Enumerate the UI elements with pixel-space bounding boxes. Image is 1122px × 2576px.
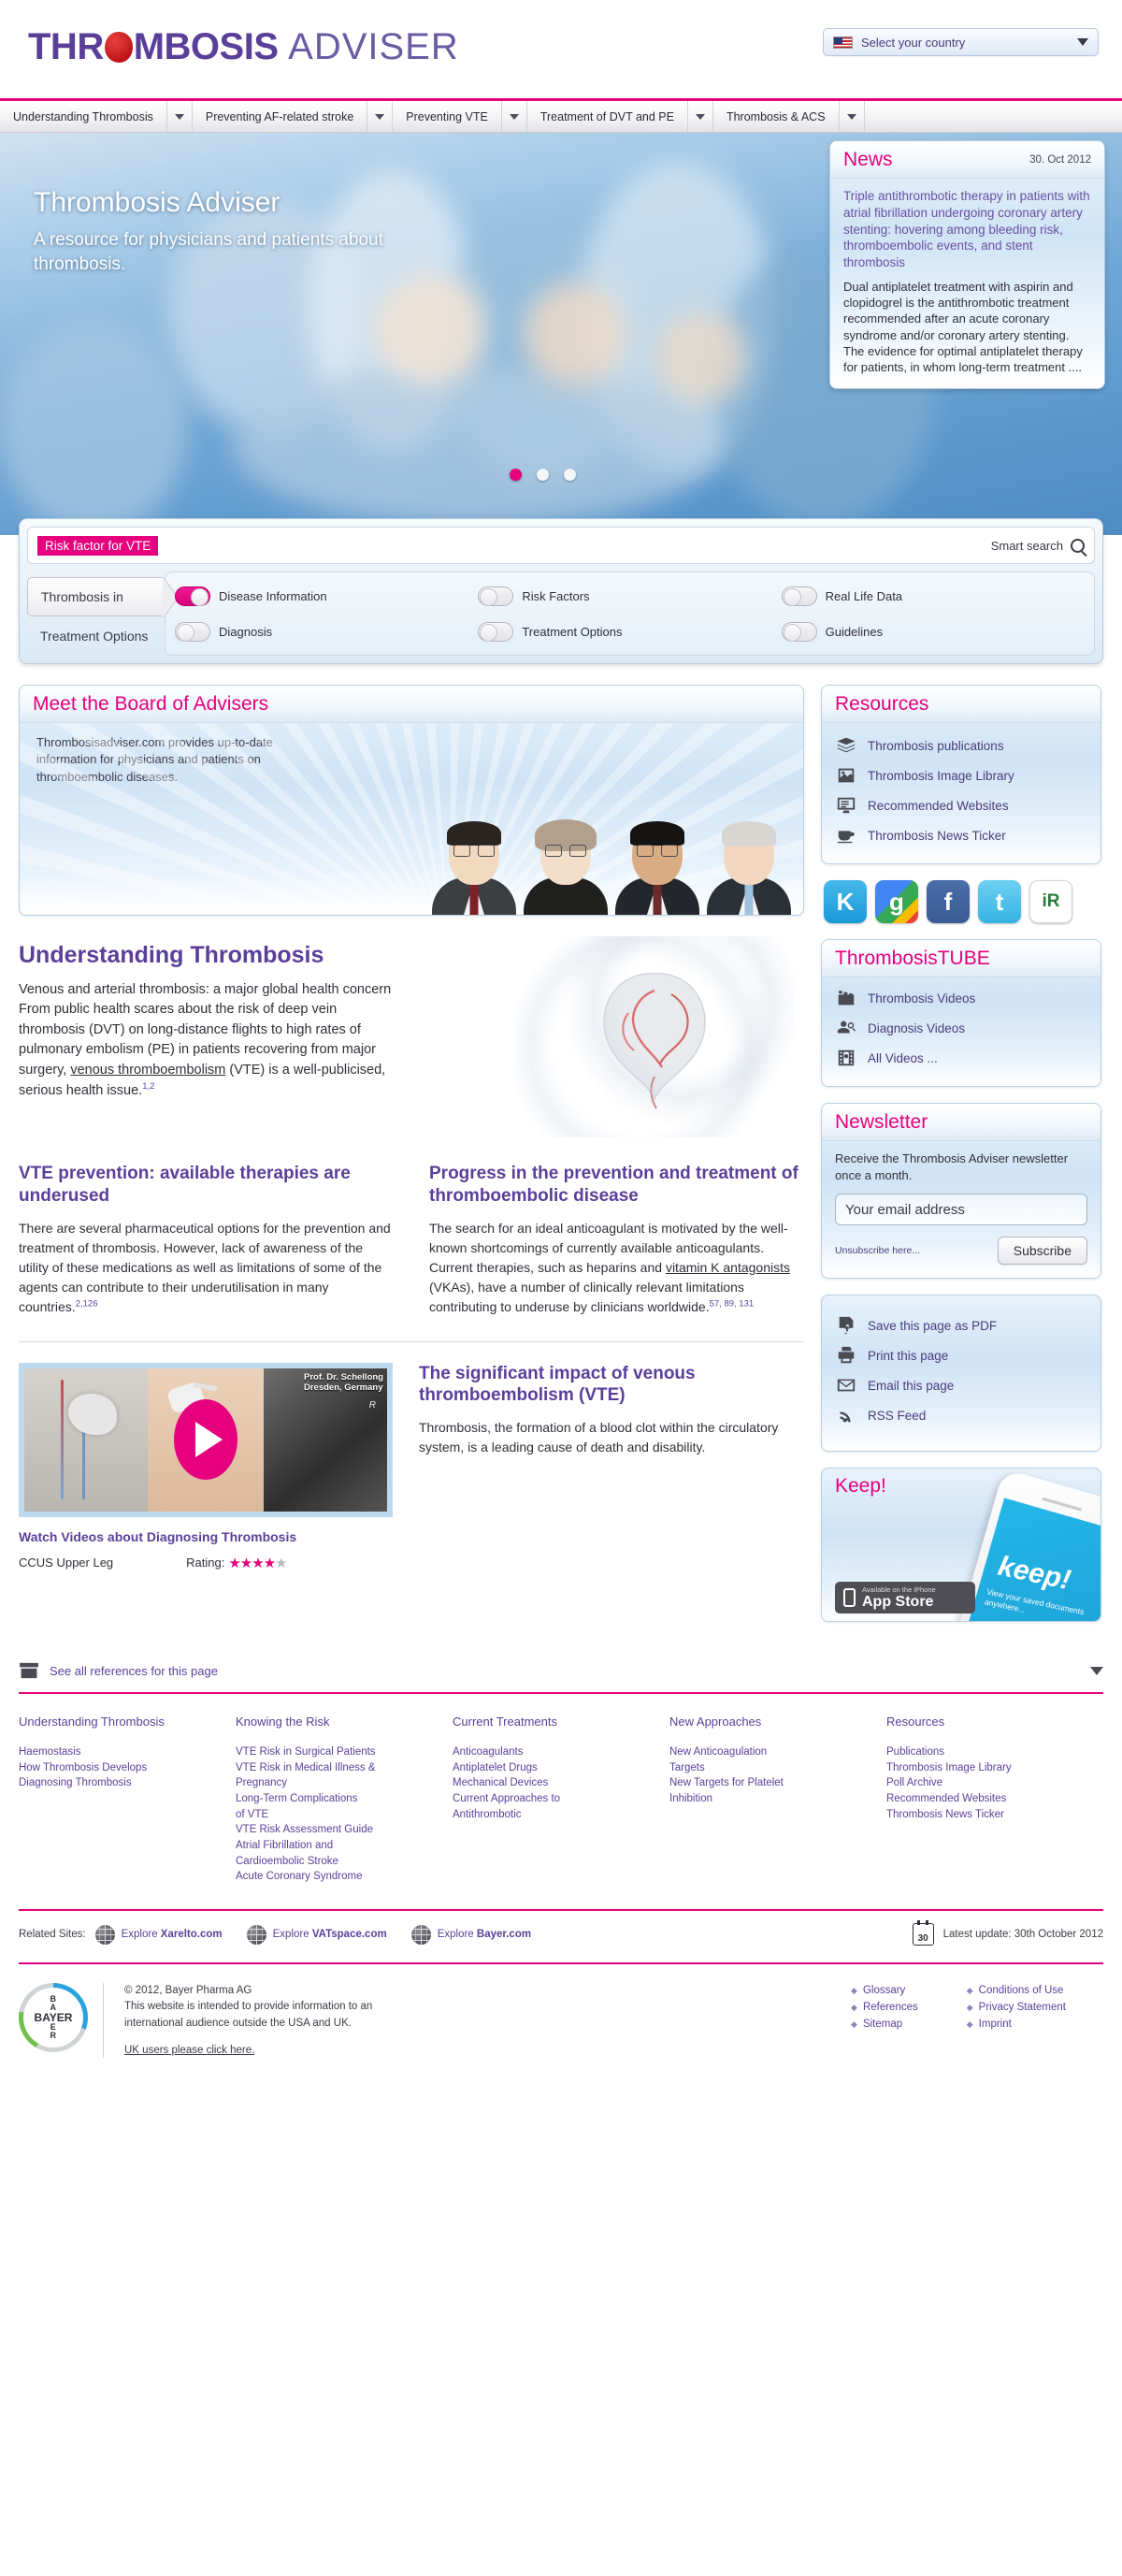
- footer-links: [851, 1983, 1103, 2058]
- footer-link-sitemap[interactable]: ◆ Sitemap: [851, 2017, 918, 2033]
- facebook-icon[interactable]: f: [927, 880, 970, 923]
- sitemap-heading: Understanding Thrombosis: [19, 1715, 165, 1729]
- search-filters: [27, 572, 1095, 656]
- sitemap-link[interactable]: New Anticoagulation: [669, 1746, 768, 1758]
- action-print[interactable]: [835, 1340, 1087, 1370]
- globe-icon: [247, 1925, 266, 1945]
- chevron-down-icon: [375, 114, 384, 120]
- logo-text-bold: THR: [28, 26, 104, 67]
- nav-item-preventing-vte[interactable]: [393, 101, 527, 132]
- footer-copy: [103, 1983, 372, 2058]
- article-text: There are several pharmaceutical options for the prevention and treatment of thrombosis. However, lack of awareness of the utility of these medications as well as limitations of some of the agents can contribute to their underutilisation in many countries.: [19, 1220, 391, 1314]
- understanding-thrombosis-section: [19, 942, 804, 1138]
- switch-icon[interactable]: [175, 586, 210, 606]
- hero-banner: [0, 133, 1122, 535]
- rating-label: Rating:: [186, 1556, 225, 1570]
- filter-tabs: [27, 572, 163, 656]
- play-button-icon[interactable]: [174, 1399, 237, 1480]
- newsletter-text: Receive the Thrombosis Adviser newsletter once a month.: [835, 1151, 1069, 1182]
- sitemap-link[interactable]: VTE Risk in Medical Illness &: [236, 1761, 376, 1773]
- switch-icon[interactable]: [782, 622, 817, 642]
- sitemap-link[interactable]: Anticoagulants: [453, 1746, 524, 1758]
- hero-title-block: [34, 187, 436, 276]
- footer-links-col-2: [967, 1983, 1066, 2058]
- sitemap-link[interactable]: of VTE: [236, 1808, 269, 1820]
- related-prefix: Explore: [272, 1929, 312, 1941]
- newsletter-body: [822, 1141, 1100, 1278]
- person-search-icon: [835, 1018, 857, 1038]
- video-meta: [19, 1555, 393, 1571]
- action-rss[interactable]: [835, 1400, 1087, 1430]
- site-header: [0, 0, 1122, 98]
- toggle-diagnosis[interactable]: [175, 621, 478, 642]
- video-section: [19, 1363, 804, 1571]
- sidebar: [821, 685, 1101, 1638]
- video-side-marker: R: [368, 1399, 376, 1411]
- nav-label[interactable]: Treatment of DVT and PE: [539, 109, 674, 123]
- sitemap-heading: Resources: [886, 1715, 945, 1729]
- toggle-disease-information[interactable]: [175, 586, 478, 606]
- coffee-cup-icon: [835, 825, 857, 846]
- toggle-label: Diagnosis: [219, 624, 273, 639]
- nav-dropdown-toggle[interactable]: [687, 101, 713, 132]
- country-select-label: Select your country: [861, 35, 966, 50]
- search-panel: [19, 518, 1103, 664]
- envelope-icon: [835, 1375, 857, 1396]
- references-bar[interactable]: [19, 1662, 1103, 1679]
- smart-search-label[interactable]: Smart search: [990, 538, 1063, 553]
- sitemap-col-understanding-thrombosis: [19, 1715, 236, 1885]
- toggle-real-life-data[interactable]: [782, 586, 1085, 606]
- switch-icon[interactable]: [782, 586, 817, 606]
- reference-marker: 1,2: [142, 1081, 155, 1093]
- filter-tab-label: Treatment Options: [40, 629, 149, 644]
- resource-item-news-ticker[interactable]: [835, 820, 1087, 850]
- app-store-small: Available on the iPhone: [862, 1585, 936, 1595]
- related-site-name: VATspace.com: [311, 1929, 387, 1941]
- video-caption: Prof. Dr. Schellong Dresden, Germany: [304, 1371, 383, 1394]
- printer-icon: [835, 1345, 857, 1366]
- related-sites-label: Related Sites:: [19, 1929, 86, 1941]
- resources-title: Resources: [835, 692, 929, 715]
- sitemap-link[interactable]: Thrombosis News Ticker: [886, 1808, 1004, 1820]
- logo-text-light: ADVISER: [288, 26, 459, 67]
- resource-label: Thrombosis News Ticker: [868, 828, 1006, 843]
- logo-text-bold2: MBOSIS: [133, 26, 279, 67]
- switch-icon[interactable]: [478, 622, 513, 642]
- reference-marker: 2,126: [75, 1297, 98, 1309]
- toggle-treatment-options[interactable]: [478, 621, 781, 642]
- unsubscribe-link[interactable]: Unsubscribe here...: [835, 1245, 921, 1257]
- tube-header: [822, 940, 1100, 977]
- rating-stars: ★★★★★: [228, 1555, 287, 1571]
- app-store-badge[interactable]: [835, 1582, 975, 1614]
- carousel-dot-1[interactable]: [510, 469, 522, 481]
- toggle-risk-factors[interactable]: [478, 586, 781, 606]
- related-site-name: Xarelto.com: [160, 1929, 223, 1941]
- filter-tab-treatment-options[interactable]: [27, 616, 163, 656]
- footer-link-privacy-statement[interactable]: ◆ Privacy Statement: [967, 2000, 1066, 2017]
- resource-label: Thrombosis Image Library: [868, 768, 1014, 783]
- references-label[interactable]: See all references for this page: [50, 1663, 218, 1678]
- related-site-vatspace[interactable]: [247, 1925, 387, 1945]
- newsletter-card: [821, 1103, 1101, 1279]
- sitemap-heading: Current Treatments: [453, 1715, 557, 1729]
- bayer-cross-wordmark: B A BAYER E R: [23, 1988, 83, 2048]
- newsletter-footer: [835, 1237, 1087, 1265]
- nav-item-treatment-of-dvt-and-pe[interactable]: [527, 101, 713, 132]
- action-save-pdf[interactable]: [835, 1310, 1087, 1340]
- related-prefix: Explore: [437, 1929, 477, 1941]
- carousel-dot-2[interactable]: [537, 469, 549, 481]
- page-title: Understanding Thrombosis: [19, 942, 324, 968]
- resource-item-image-library[interactable]: [835, 760, 1087, 790]
- tube-item-all-videos[interactable]: [835, 1043, 1087, 1073]
- sitemap-link[interactable]: Antiplatelet Drugs: [453, 1761, 538, 1773]
- resource-item-publications[interactable]: [835, 731, 1087, 760]
- calendar-icon: 30: [913, 1923, 934, 1946]
- image-icon: [835, 765, 857, 786]
- board-of-advisers-card[interactable]: [19, 685, 804, 916]
- sitemap-col-new-approaches: [669, 1715, 886, 1885]
- related-sites-bar: [19, 1911, 1103, 1946]
- nav-dropdown-toggle[interactable]: [839, 101, 865, 132]
- related-prefix: Explore: [121, 1929, 161, 1941]
- phone-icon: [843, 1588, 856, 1607]
- sitemap-link[interactable]: Recommended Websites: [886, 1793, 1007, 1805]
- filter-tab-label: Thrombosis in: [41, 589, 123, 604]
- sitemap-col-knowing-the-risk: [236, 1715, 453, 1885]
- keep-title: Keep!: [835, 1475, 886, 1498]
- resource-item-recommended-websites[interactable]: [835, 790, 1087, 820]
- sitemap-link[interactable]: Cardioembolic Stroke: [236, 1855, 338, 1867]
- books-icon: [835, 735, 857, 756]
- main-content: [0, 664, 1122, 1638]
- news-panel: [829, 140, 1105, 389]
- nav-item-preventing-af-related-stroke[interactable]: [193, 101, 393, 132]
- site-logo[interactable]: [28, 26, 459, 68]
- last-update-text: Latest update: 30th October 2012: [942, 1929, 1103, 1941]
- chevron-down-icon: [175, 114, 184, 120]
- section-divider: [19, 1341, 804, 1342]
- tube-item-thrombosis-videos[interactable]: [835, 983, 1087, 1013]
- globe-icon: [411, 1925, 431, 1945]
- board-text: Thrombosisadviser.com provides up-to-date information for physicians and patients on thromboembolic diseases.: [36, 735, 273, 784]
- nav-dropdown-toggle[interactable]: [501, 101, 527, 132]
- switch-icon[interactable]: [478, 586, 513, 606]
- sitemap-link[interactable]: Thrombosis Image Library: [886, 1761, 1012, 1773]
- social-links: [821, 880, 1101, 923]
- video-article-body: Thrombosis, the formation of a blood clot within the circulatory system, is a leading cause of death and disability.: [419, 1420, 779, 1454]
- save-pdf-icon: [835, 1315, 857, 1336]
- article-vte-prevention: [19, 1163, 394, 1317]
- site-footer: [19, 1962, 1103, 2086]
- video-article-title[interactable]: The significant impact of venous thromboembolism (VTE): [419, 1363, 696, 1406]
- disclaimer-line-1: This website is intended to provide information to an: [124, 2001, 373, 2013]
- chevron-down-icon: [696, 114, 705, 120]
- app-store-big: App Store: [862, 1593, 934, 1610]
- action-label: Print this page: [868, 1348, 949, 1363]
- article-progress-prevention: [429, 1163, 804, 1317]
- google-plus-icon[interactable]: g: [875, 880, 918, 923]
- article-body: [429, 1219, 804, 1317]
- article-title[interactable]: VTE prevention: available therapies are underused: [19, 1164, 351, 1206]
- copyright-text: © 2012, Bayer Pharma AG: [124, 1985, 252, 1997]
- nav-item-understanding-thrombosis[interactable]: [0, 101, 193, 132]
- article-text-2: (VKAs), have a number of clinically relevant limitations contributing to underuse by clinicians worldwide.: [429, 1279, 744, 1314]
- sitemap-link[interactable]: New Targets for Platelet: [669, 1777, 784, 1789]
- archive-box-icon: [19, 1662, 39, 1679]
- articles-row: [19, 1163, 804, 1317]
- adviser-avatar: [612, 804, 702, 915]
- sitemap-link[interactable]: Atrial Fibrillation and: [236, 1840, 334, 1852]
- venous-thromboembolism-link[interactable]: venous thromboembolism: [70, 1062, 226, 1078]
- article-title[interactable]: Progress in the prevention and treatment of thromboembolic disease: [429, 1164, 798, 1206]
- related-site-xarelto[interactable]: [95, 1925, 223, 1945]
- sitemap-link[interactable]: Poll Archive: [886, 1777, 943, 1789]
- footer-link-imprint[interactable]: ◆ Imprint: [967, 2017, 1066, 2033]
- sitemap-link[interactable]: Inhibition: [669, 1793, 713, 1805]
- understanding-text-1: Venous and arterial thrombosis: a major global health concern From public health scares about the risk of deep vein thrombosis (DVT) on long-distance flights to high rates of pulmonary embolism (PE) in patients recovering from major surgery,: [19, 982, 392, 1078]
- tube-title: ThrombosisTUBE: [835, 947, 990, 969]
- news-text: Dual antiplatelet treatment with aspirin and clopidogrel is the antithrombotic treatment recommended after an acute coronary syndrome and/or coronary artery stenting. The evidence for optimal antiplatelet therapy for patients, in whom long-term treatment ....: [843, 280, 1083, 374]
- understanding-text-2: (VTE) is a well-publicised, serious health issue.: [19, 1062, 386, 1099]
- related-site-bayer[interactable]: [411, 1925, 531, 1945]
- page-actions-card: [821, 1295, 1101, 1452]
- disclaimer-line-2: international audience outside the USA and UK.: [124, 2017, 352, 2029]
- advisers-photo: [429, 804, 794, 915]
- footer-sitemap: [0, 1694, 1122, 1885]
- nav-label[interactable]: Understanding Thrombosis: [13, 109, 153, 123]
- carousel-dot-3[interactable]: [564, 469, 576, 481]
- monitor-icon: [835, 795, 857, 816]
- action-label: Save this page as PDF: [868, 1318, 998, 1333]
- adviser-avatar: [521, 804, 611, 915]
- search-icon[interactable]: [1071, 539, 1085, 553]
- filter-tab-thrombosis-in[interactable]: [27, 577, 163, 616]
- related-sites-section: [19, 1909, 1103, 1946]
- sitemap-link[interactable]: Diagnosing Thrombosis: [19, 1777, 132, 1789]
- us-flag-icon: [833, 36, 853, 49]
- toggle-label: Risk Factors: [522, 588, 590, 603]
- subscribe-button[interactable]: Subscribe: [998, 1237, 1087, 1265]
- resources-header: [822, 686, 1100, 723]
- tube-list: [822, 977, 1100, 1086]
- chevron-down-icon[interactable]: [1090, 1667, 1103, 1675]
- toggle-guidelines[interactable]: [782, 621, 1085, 642]
- sitemap-link[interactable]: Pregnancy: [236, 1777, 287, 1789]
- sitemap-link[interactable]: Mechanical Devices: [453, 1777, 549, 1789]
- nav-dropdown-toggle[interactable]: [166, 101, 193, 132]
- article-body: [19, 1219, 394, 1317]
- sitemap-link[interactable]: How Thrombosis Develops: [19, 1761, 148, 1773]
- news-headline[interactable]: Triple antithrombotic therapy in patients with atrial fibrillation undergoing coronary artery stenting: hovering among bleeding risk, thromboembolic events, and stent thrombosis: [843, 189, 1090, 270]
- toggle-label: Real Life Data: [825, 588, 903, 603]
- switch-icon[interactable]: [175, 622, 210, 642]
- nav-item-thrombosis-and-acs[interactable]: [713, 101, 865, 132]
- sitemap-link[interactable]: VTE Risk in Surgical Patients: [236, 1746, 376, 1758]
- heart-illustration: [514, 936, 795, 1137]
- globe-icon: [95, 1925, 115, 1945]
- video-article: [419, 1363, 804, 1571]
- sitemap-link[interactable]: Targets: [669, 1761, 705, 1773]
- article-text-1: The search for an ideal anticoagulant is motivated by the well-known shortcomings of currently available anticoagulants. Current therapies, such as heparins and: [429, 1220, 788, 1275]
- thrombosistube-card: [821, 939, 1101, 1087]
- keep-app-screen: [963, 1498, 1101, 1623]
- carousel-dots: [510, 469, 576, 481]
- video-thumbnail[interactable]: [19, 1363, 393, 1517]
- keep-wordmark: keep!: [995, 1550, 1074, 1597]
- sitemap-heading: Knowing the Risk: [236, 1715, 330, 1729]
- watch-videos-link[interactable]: Watch Videos about Diagnosing Thrombosis: [19, 1528, 297, 1544]
- tube-label: Diagnosis Videos: [868, 1020, 966, 1035]
- board-card-header: [20, 686, 803, 723]
- footer-link-references[interactable]: ◆ References: [851, 2000, 918, 2017]
- twitter-icon[interactable]: t: [978, 880, 1021, 923]
- search-bar: [27, 527, 1095, 564]
- film-reel-icon: [835, 1048, 857, 1068]
- nav-dropdown-toggle[interactable]: [367, 101, 393, 132]
- action-label: RSS Feed: [868, 1408, 927, 1423]
- news-title: News: [843, 148, 893, 170]
- sitemap-heading: New Approaches: [669, 1715, 762, 1729]
- keep-app-card[interactable]: [821, 1468, 1101, 1622]
- hero-title: Thrombosis Adviser: [34, 187, 280, 218]
- sitemap-link[interactable]: Haemostasis: [19, 1746, 81, 1758]
- adviser-avatar: [704, 804, 794, 915]
- chevron-down-icon: [1077, 38, 1088, 46]
- video-thumbnail-column: [19, 1363, 393, 1571]
- nav-label[interactable]: Thrombosis & ACS: [726, 109, 826, 123]
- related-site-name: Bayer.com: [476, 1929, 532, 1941]
- tube-label: All Videos ...: [868, 1050, 938, 1065]
- page-actions-list: [822, 1305, 1100, 1443]
- rss-icon: [835, 1405, 857, 1425]
- resource-label: Recommended Websites: [868, 798, 1009, 813]
- sitemap-link[interactable]: Publications: [886, 1746, 945, 1758]
- news-body: [830, 179, 1104, 388]
- sitemap-link[interactable]: Acute Coronary Syndrome: [236, 1871, 363, 1883]
- newsletter-header: [822, 1104, 1100, 1141]
- footer-link-conditions-of-use[interactable]: ◆ Conditions of Use: [967, 1983, 1066, 2000]
- vitamin-k-antagonists-link[interactable]: vitamin K antagonists: [665, 1259, 791, 1275]
- toggle-label: Disease Information: [219, 588, 327, 603]
- footer-link-glossary[interactable]: ◆ Glossary: [851, 1983, 918, 2000]
- content-column: [19, 685, 804, 1571]
- filter-toggle-grid: [165, 572, 1095, 656]
- action-email[interactable]: [835, 1370, 1087, 1400]
- news-panel-header: [830, 141, 1104, 179]
- air-icon[interactable]: iR: [1029, 880, 1072, 923]
- country-select[interactable]: [823, 28, 1099, 56]
- newsletter-title: Newsletter: [835, 1110, 928, 1133]
- resources-list: [822, 723, 1100, 863]
- bayer-logo: [19, 1983, 88, 2052]
- reference-marker: 57, 89, 131: [709, 1297, 755, 1309]
- video-name: CCUS Upper Leg: [19, 1556, 114, 1570]
- nav-label[interactable]: Preventing AF-related stroke: [205, 109, 354, 123]
- toggle-label: Guidelines: [825, 624, 884, 639]
- tube-item-diagnosis-videos[interactable]: [835, 1013, 1087, 1043]
- resource-label: Thrombosis publications: [868, 738, 1004, 753]
- board-title: Meet the Board of Advisers: [33, 692, 269, 715]
- kekse-icon[interactable]: K: [824, 880, 867, 923]
- understanding-paragraph: [19, 980, 407, 1102]
- tube-label: Thrombosis Videos: [868, 991, 976, 1006]
- board-card-body: [20, 723, 803, 915]
- sitemap-col-resources: [886, 1715, 1103, 1885]
- footer-links-col-1: [851, 1983, 918, 2058]
- email-field[interactable]: [835, 1194, 1087, 1225]
- toggle-label: Treatment Options: [522, 624, 623, 639]
- chevron-down-icon: [510, 114, 519, 120]
- sitemap-link[interactable]: Long-Term Complications: [236, 1793, 358, 1805]
- sitemap-link[interactable]: VTE Risk Assessment Guide: [236, 1824, 373, 1836]
- search-tag[interactable]: Risk factor for VTE: [37, 536, 158, 556]
- sitemap-link[interactable]: Antithrombotic: [453, 1808, 522, 1820]
- resources-card: [821, 685, 1101, 864]
- uk-users-link[interactable]: UK users please click here.: [124, 2044, 255, 2056]
- blood-drop-icon: [105, 32, 133, 63]
- clapperboard-icon: [835, 988, 857, 1008]
- action-label: Email this page: [868, 1378, 955, 1393]
- chevron-down-icon: [847, 114, 856, 120]
- nav-label[interactable]: Preventing VTE: [406, 109, 488, 123]
- sitemap-col-current-treatments: [453, 1715, 669, 1885]
- sitemap-link[interactable]: Current Approaches to: [453, 1793, 561, 1805]
- news-date: 30. Oct 2012: [1029, 153, 1091, 166]
- keep-tagline: View your saved documents anywhere...: [984, 1586, 1086, 1617]
- adviser-avatar: [429, 804, 519, 915]
- hero-subtitle: A resource for physicians and patients about thrombosis.: [34, 230, 383, 274]
- main-navigation: [0, 98, 1122, 133]
